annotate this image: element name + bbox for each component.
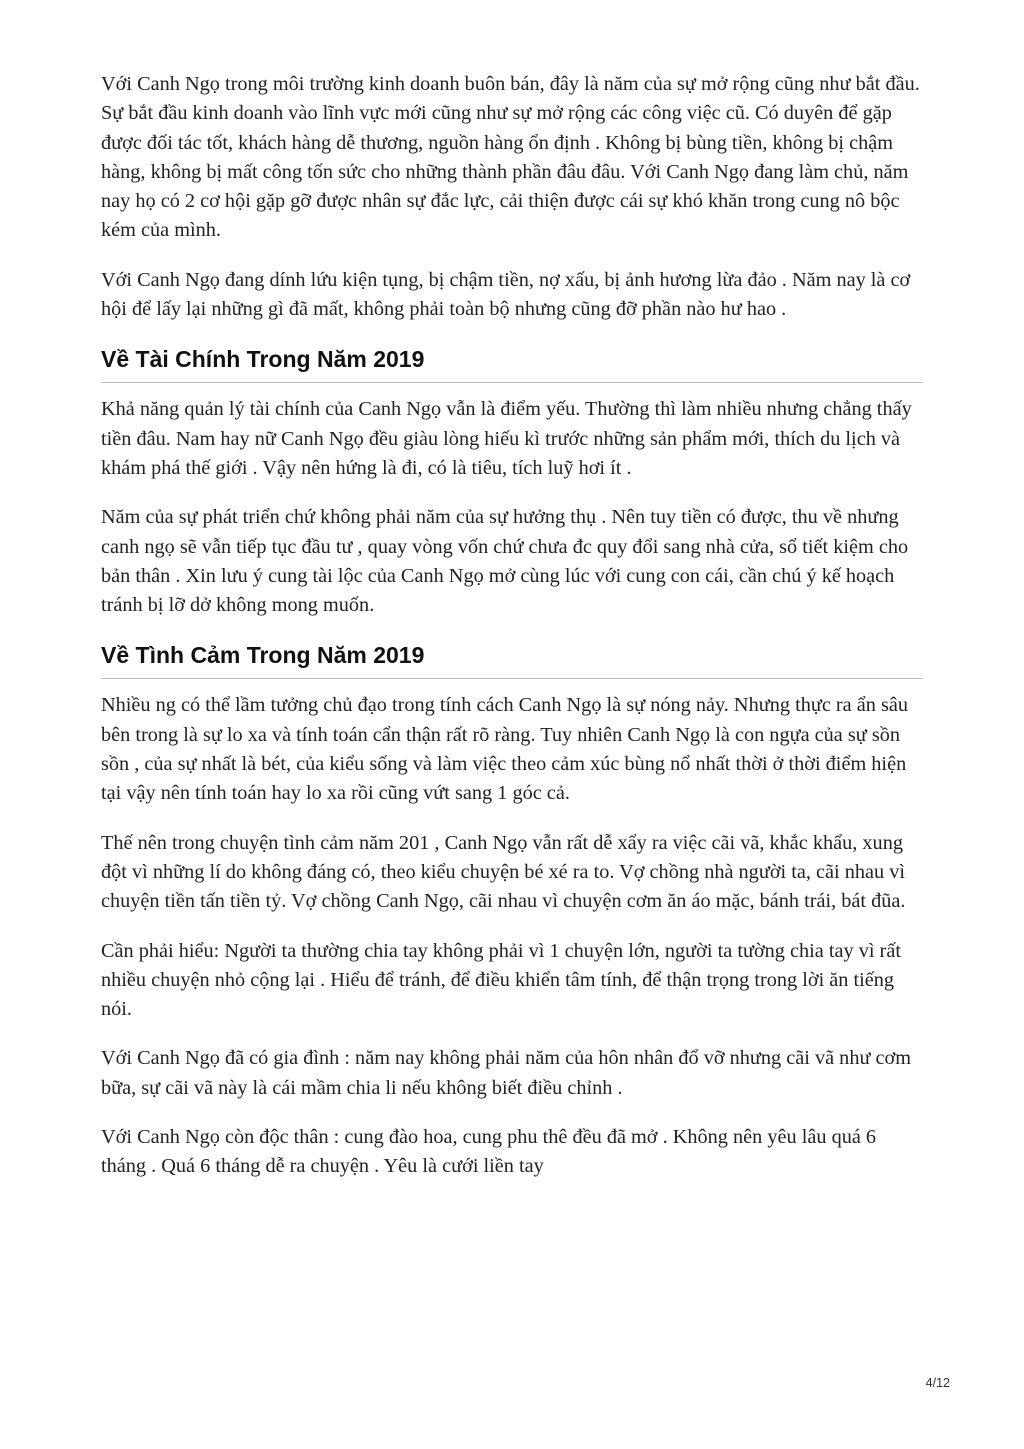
paragraph-finance-management: Khả năng quản lý tài chính của Canh Ngọ vẫn là điểm yếu. Thường thì làm nhiều nhưng chẳng thấy tiền đâu. Nam hay nữ Canh Ngọ đều giàu lòng hiếu kì trước những sản phẩm mới, thích du lịch và khám phá thế giới . Vậy nên hứng là đi, có là tiêu, tích luỹ hơi ít . <box>101 398 912 479</box>
paragraph-love-quarrels: Thế nên trong chuyện tình cảm năm 201 , Canh Ngọ vẫn rất dễ xẩy ra việc cãi vã, khắc khẩu, xung đột vì những lí do không đáng có, theo kiểu chuyện bé xé ra to. Vợ chồng nhà người ta, cãi nhau vì chuyện tiền tấn tiền tỷ. Vợ chồng Canh Ngọ, cãi nhau vì chuyện cơm ăn áo mặc, bánh trái, bát đũa. <box>101 831 906 913</box>
heading-finance: Về Tài Chính Trong Năm 2019 <box>101 344 923 383</box>
paragraph-love-temperament: Nhiều ng có thể lầm tưởng chủ đạo trong tính cách Canh Ngọ là sự nóng nảy. Nhưng thực ra ẩn sâu bên trong là sự lo xa và tính toán cẩn thận rất rõ ràng. Tuy nhiên Canh Ngọ là con ngựa của sự sồn sồn , của sự nhất là bét, của kiểu sống và làm việc theo cảm xúc bùng nổ nhất thời ở thời điểm hiện tại vậy nên tính toán hay lo xa rồi cũng vứt sang 1 góc cả. <box>101 694 908 805</box>
paragraph-love-single: Với Canh Ngọ còn độc thân : cung đào hoa, cung phu thê đều đã mở . Không nên yêu lâu quá 6 tháng . Quá 6 tháng dễ ra chuyện . Yêu là cưới liền tay <box>101 1126 877 1178</box>
paragraph-love-understanding: Cần phải hiểu: Người ta thường chia tay không phải vì 1 chuyện lớn, người ta tường chia tay vì rất nhiều chuyện nhỏ cộng lại . Hiểu để tránh, để điều khiển tâm tính, để thận trọng trong lời ăn tiếng nói. <box>101 939 901 1021</box>
paragraph-finance-growth: Năm của sự phát triển chứ không phải năm của sự hưởng thụ . Nên tuy tiền có được, thu về nhưng canh ngọ sẽ vẫn tiếp tục đầu tư , quay vòng vốn chứ chưa đc quy đổi sang nhà cửa, sổ tiết kiệm cho bản thân . Xin lưu ý cung tài lộc của Canh Ngọ mở cùng lúc với cung con cái, cần chú ý kế hoạch tránh bị lỡ dở không mong muốn. <box>101 506 909 617</box>
document-body <box>101 70 923 1202</box>
paragraph-business: Với Canh Ngọ trong môi trường kinh doanh buôn bán, đây là năm của sự mở rộng cũng như bắt đầu. Sự bắt đầu kinh doanh vào lĩnh vực mới cũng như sự mở rộng các công việc cũ. Có duyên để gặp được đối tác tốt, khách hàng dễ thương, nguồn hàng ổn định . Không bị bùng tiền, không bị chậm hàng, không bị mất công tốn sức cho những thành phần đâu đâu. Với Canh Ngọ đang làm chủ, năm nay họ có 2 cơ hội gặp gỡ được nhân sự đắc lực, cải thiện được cái sự khó khăn trong cung nô bộc kém của mình. <box>101 73 920 242</box>
paragraph-lawsuit: Với Canh Ngọ đang dính lứu kiện tụng, bị chậm tiền, nợ xấu, bị ảnh hương lừa đảo . Năm nay là cơ hội để lấy lại những gì đã mất, không phải toàn bộ nhưng cũng đỡ phần nào hư hao . <box>101 268 911 321</box>
page-number: 4/12 <box>925 1376 950 1390</box>
paragraph-love-married: Với Canh Ngọ đã có gia đình : năm nay không phải năm của hôn nhân đổ vỡ nhưng cãi vã như cơm bữa, sự cãi vã này là cái mầm chia li nếu không biết điều chỉnh . <box>101 1047 912 1099</box>
heading-love: Về Tình Cảm Trong Năm 2019 <box>101 640 923 679</box>
